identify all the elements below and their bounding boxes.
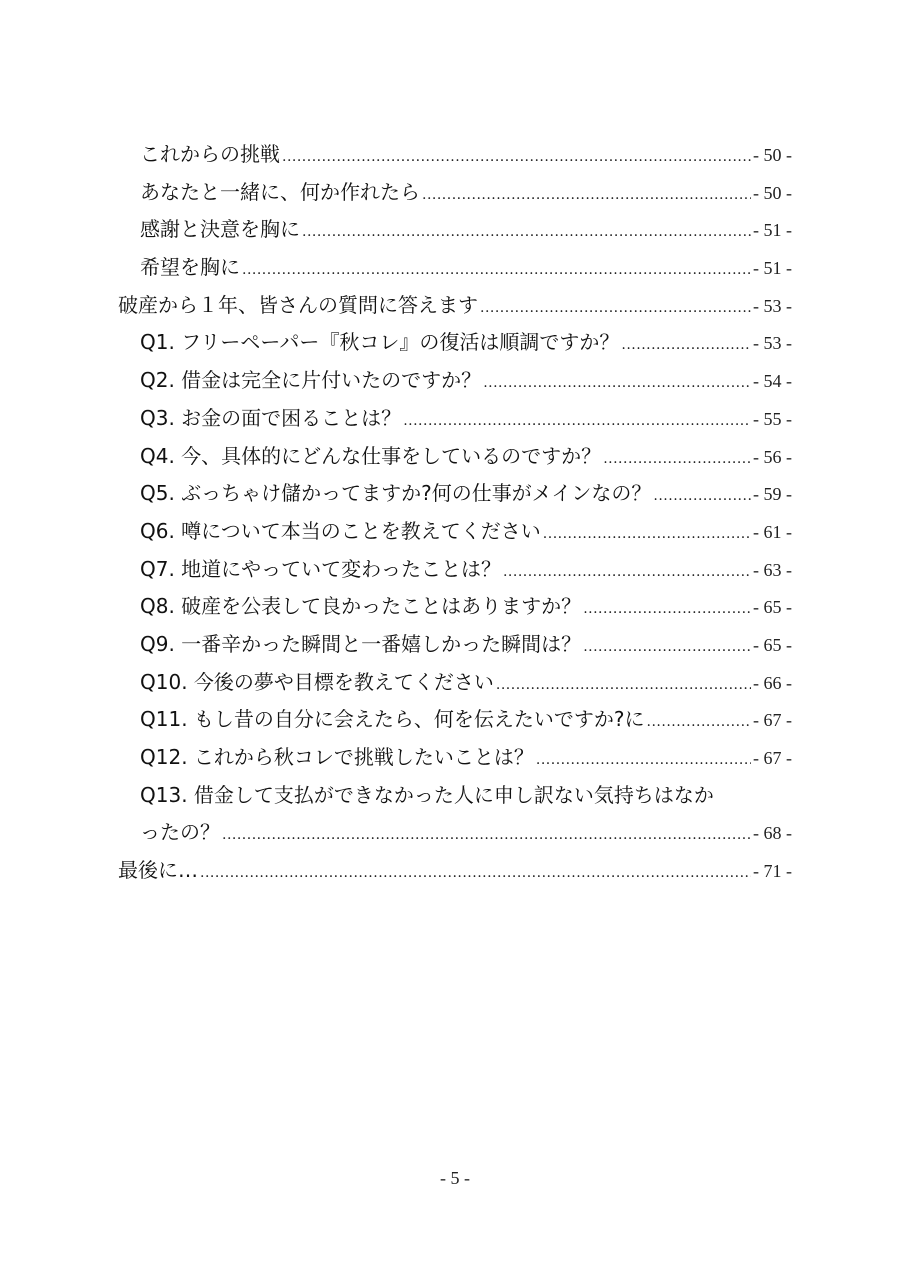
toc-entry-title: Q9. 一番辛かった瞬間と一番嬉しかった瞬間は？	[140, 631, 582, 656]
toc-dot-leader	[403, 403, 751, 441]
toc-dot-leader	[621, 327, 751, 365]
toc-entry-page: - 61 -	[753, 521, 792, 542]
toc-entry-title: 最後に…	[118, 858, 198, 883]
page-number: - 5 -	[440, 1168, 470, 1188]
toc-section-entry[interactable]	[118, 287, 792, 325]
toc-entry-page: - 55 -	[753, 408, 792, 429]
toc-entry-page: - 50 -	[753, 145, 792, 165]
toc-dot-leader	[496, 667, 751, 705]
toc-entry-title-line2: ったの？	[140, 820, 220, 845]
toc-entry-page: - 56 -	[753, 446, 792, 467]
toc-dot-leader	[422, 177, 751, 215]
toc-entry[interactable]	[118, 136, 792, 174]
toc-entry-title: 希望を胸に	[140, 255, 240, 280]
toc-entry-page: - 67 -	[753, 748, 792, 768]
toc-entry-title: Q12. これから秋コレで挑戦したいことは？	[140, 745, 534, 769]
toc-entry[interactable]	[118, 664, 792, 702]
toc-entry-page: - 51 -	[753, 220, 792, 241]
toc-entry-title: Q7. 地道にやっていて変わったことは？	[140, 556, 501, 581]
toc-entry[interactable]	[118, 588, 792, 626]
toc-dot-leader	[480, 290, 751, 328]
toc-dot-leader	[282, 139, 751, 177]
toc-entry-title: あなたと一緒に、何か作れたら	[140, 179, 420, 204]
toc-entry-title-line1[interactable]: Q13. 借金して支払ができなかった人に申し訳ない気持ちはなか	[140, 782, 714, 807]
toc-entry-title: Q5. ぶっちゃけ儲かってますか?何の仕事がメインなの？	[140, 481, 652, 506]
toc-dot-leader	[222, 817, 751, 855]
toc-entry-page: - 65 -	[753, 597, 792, 618]
toc-entry-title: Q4. 今、具体的にどんな仕事をしているのですか？	[140, 443, 602, 468]
toc-dot-leader	[583, 629, 751, 667]
toc-entry-page: - 65 -	[753, 634, 792, 655]
toc-dot-leader	[536, 742, 751, 780]
toc-entry-page: - 66 -	[753, 672, 792, 693]
toc-entry[interactable]	[118, 513, 792, 551]
toc-entry-page: - 54 -	[753, 371, 792, 392]
toc-entry[interactable]	[118, 626, 792, 664]
toc-dot-leader	[603, 441, 751, 479]
toc-dot-leader	[653, 478, 751, 516]
toc-dot-leader	[503, 554, 751, 592]
toc-entry-page: - 53 -	[753, 295, 792, 316]
toc-entry-title: 破産から１年、皆さんの質問に答えます	[118, 292, 478, 317]
toc-entry[interactable]	[118, 814, 792, 852]
toc-entry-title: Q6. 噂について本当のことを教えてください	[140, 518, 541, 543]
toc-dot-leader	[543, 516, 751, 554]
toc-entry[interactable]	[118, 324, 792, 362]
toc-entry-title: Q1. フリーペーパー『秋コレ』の復活は順調ですか？	[140, 330, 620, 355]
toc-dot-leader	[242, 252, 751, 290]
toc-entry[interactable]	[118, 211, 792, 249]
toc-entry-title: Q10. 今後の夢や目標を教えてください	[140, 669, 494, 694]
toc-entry-page: - 63 -	[753, 559, 792, 580]
toc-entry-page: - 71 -	[753, 861, 792, 882]
toc-entry[interactable]	[118, 551, 792, 589]
toc-entry-page: - 53 -	[753, 333, 792, 354]
toc-entry[interactable]	[118, 362, 792, 400]
toc-entry[interactable]	[118, 400, 792, 438]
toc-dot-leader	[483, 365, 751, 403]
toc-dot-leader	[302, 214, 751, 252]
toc-entry[interactable]	[118, 739, 792, 777]
toc-dot-leader	[200, 855, 751, 893]
toc-entry[interactable]	[118, 701, 792, 739]
toc-entry[interactable]	[118, 475, 792, 513]
toc-dot-leader	[647, 704, 751, 742]
toc-entry[interactable]	[118, 249, 792, 287]
toc-entry-page: - 59 -	[753, 484, 792, 505]
toc-entry-title: これからの挑戦	[140, 142, 280, 166]
toc-entry-title: Q8. 破産を公表して良かったことはありますか？	[140, 594, 582, 619]
toc-entry-page: - 68 -	[753, 823, 792, 844]
toc-entry-title: Q3. お金の面で困ることは？	[140, 405, 402, 430]
toc-entry[interactable]	[118, 438, 792, 476]
table-of-contents	[118, 136, 792, 890]
toc-dot-leader	[583, 591, 751, 629]
toc-entry[interactable]	[118, 174, 792, 212]
toc-entry-title: 感謝と決意を胸に	[140, 217, 300, 242]
toc-entry-page: - 51 -	[753, 258, 792, 279]
toc-entry-page: - 67 -	[753, 710, 792, 731]
toc-entry-page: - 50 -	[753, 182, 792, 203]
toc-entry-title: Q11. もし昔の自分に会えたら、何を伝えたいですか?に	[140, 707, 645, 732]
toc-entry-title: Q2. 借金は完全に片付いたのですか？	[140, 368, 482, 393]
toc-section-entry[interactable]	[118, 852, 792, 890]
